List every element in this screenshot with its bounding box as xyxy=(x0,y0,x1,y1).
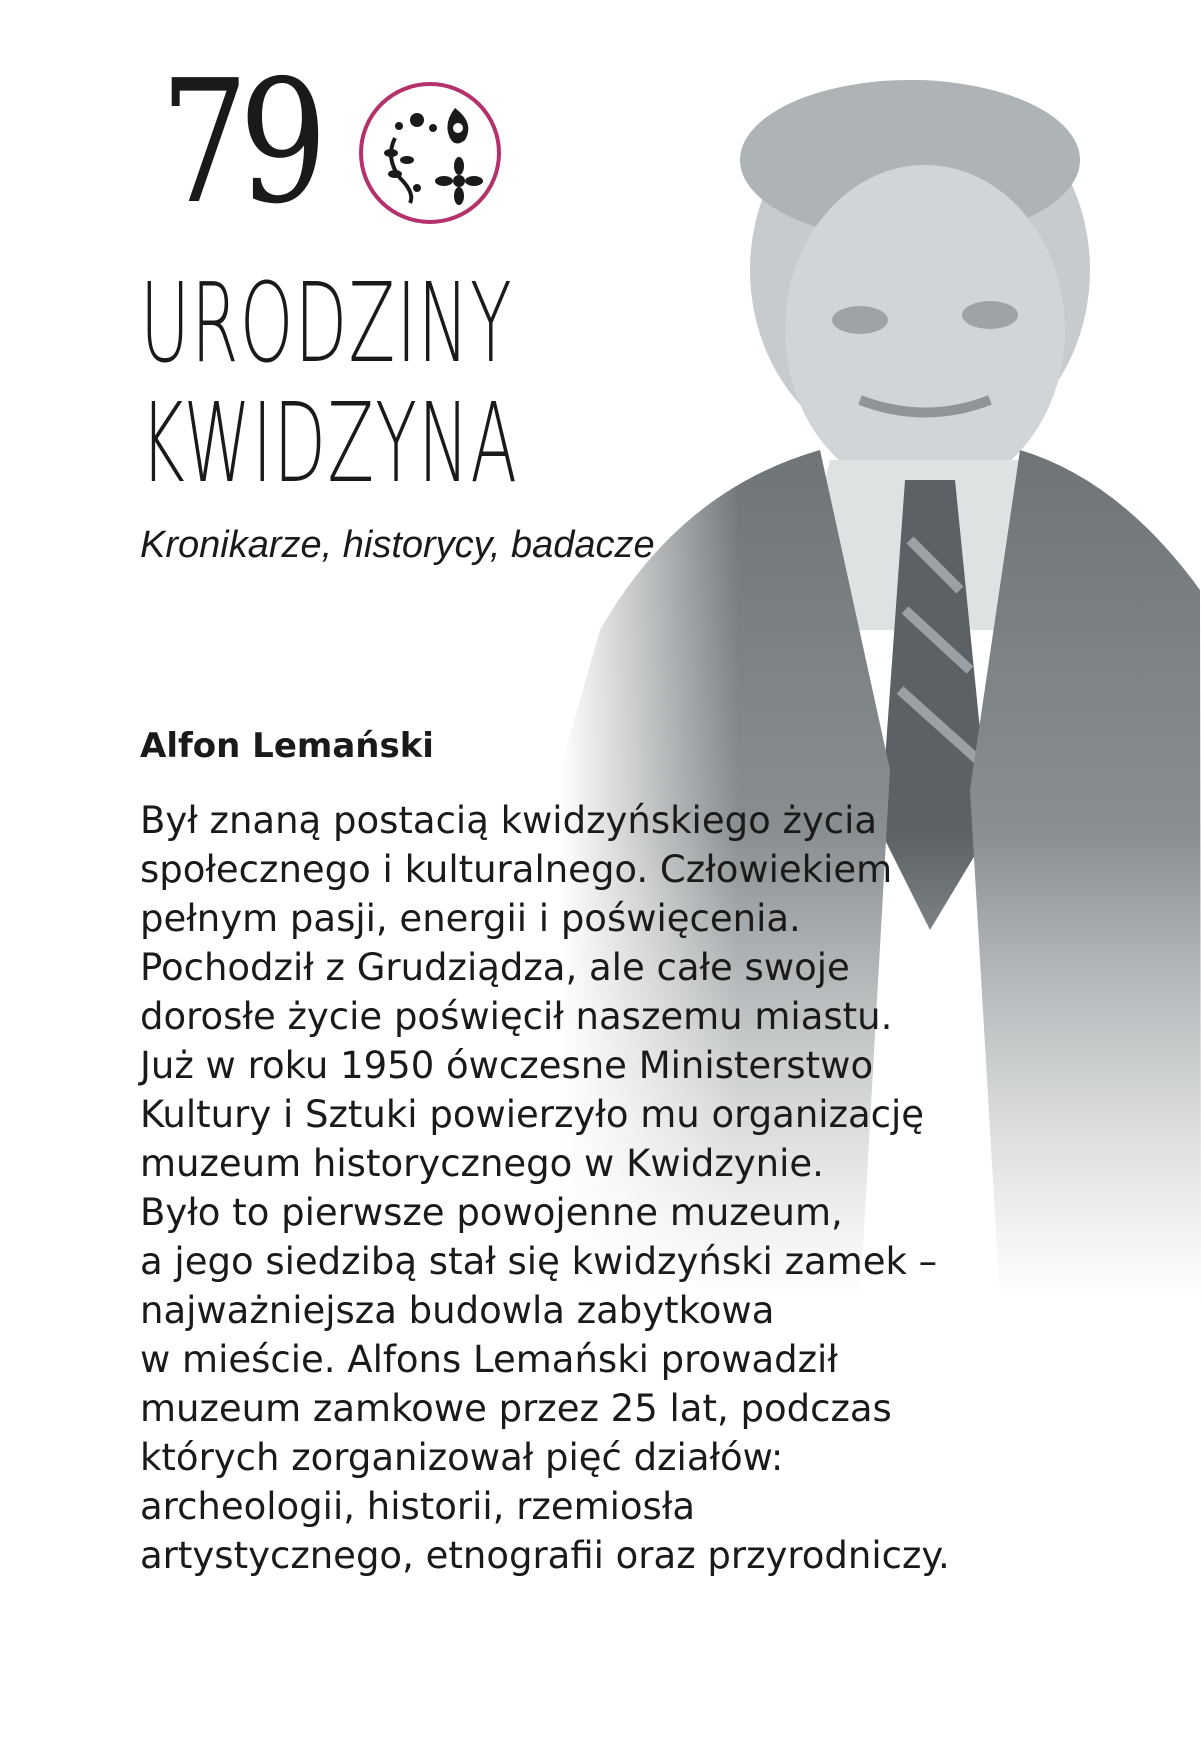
bio-line: Było to pierwsze powojenne muzeum, xyxy=(140,1191,843,1234)
subtitle: Kronikarze, historycy, badacze xyxy=(140,524,655,566)
logo-title-line-2: KWIDZYNA xyxy=(140,379,519,507)
folk-ornament-icon xyxy=(355,78,505,228)
logo-number: 79 xyxy=(160,44,318,242)
bio-line: pełnym pasji, energii i poświęcenia. xyxy=(140,897,801,940)
bio-line: muzeum historycznego w Kwidzynie. xyxy=(140,1142,824,1185)
bio-line: muzeum zamkowe przez 25 lat, podczas xyxy=(140,1387,892,1430)
person-name: Alfon Lemański xyxy=(140,726,434,766)
bio-line: najważniejsza budowla zabytkowa xyxy=(140,1289,775,1332)
bio-line: Kultury i Sztuki powierzyło mu organizację xyxy=(140,1093,925,1136)
logo-title-line-1: URODZINY xyxy=(140,259,513,387)
bio-line: Był znaną postacią kwidzyńskiego życia xyxy=(140,799,878,842)
bio-line: dorosłe życie poświęcił naszemu miastu. xyxy=(140,995,893,1038)
bio-line: w mieście. Alfons Lemański prowadził xyxy=(140,1338,838,1381)
bio-line: których zorganizował pięć działów: xyxy=(140,1436,784,1479)
bio-line: społecznego i kulturalnego. Człowiekiem xyxy=(140,848,893,891)
bio-line: a jego siedzibą stał się kwidzyński zamek – xyxy=(140,1240,938,1283)
bio-line: artystycznego, etnografii oraz przyrodniczy. xyxy=(140,1534,950,1577)
bio-line: Pochodził z Grudziądza, ale całe swoje xyxy=(140,946,850,989)
biography-text xyxy=(140,796,1180,1580)
bio-line: archeologii, historii, rzemiosła xyxy=(140,1485,696,1528)
bio-line: Już w roku 1950 ówczesne Ministerstwo xyxy=(140,1044,874,1087)
